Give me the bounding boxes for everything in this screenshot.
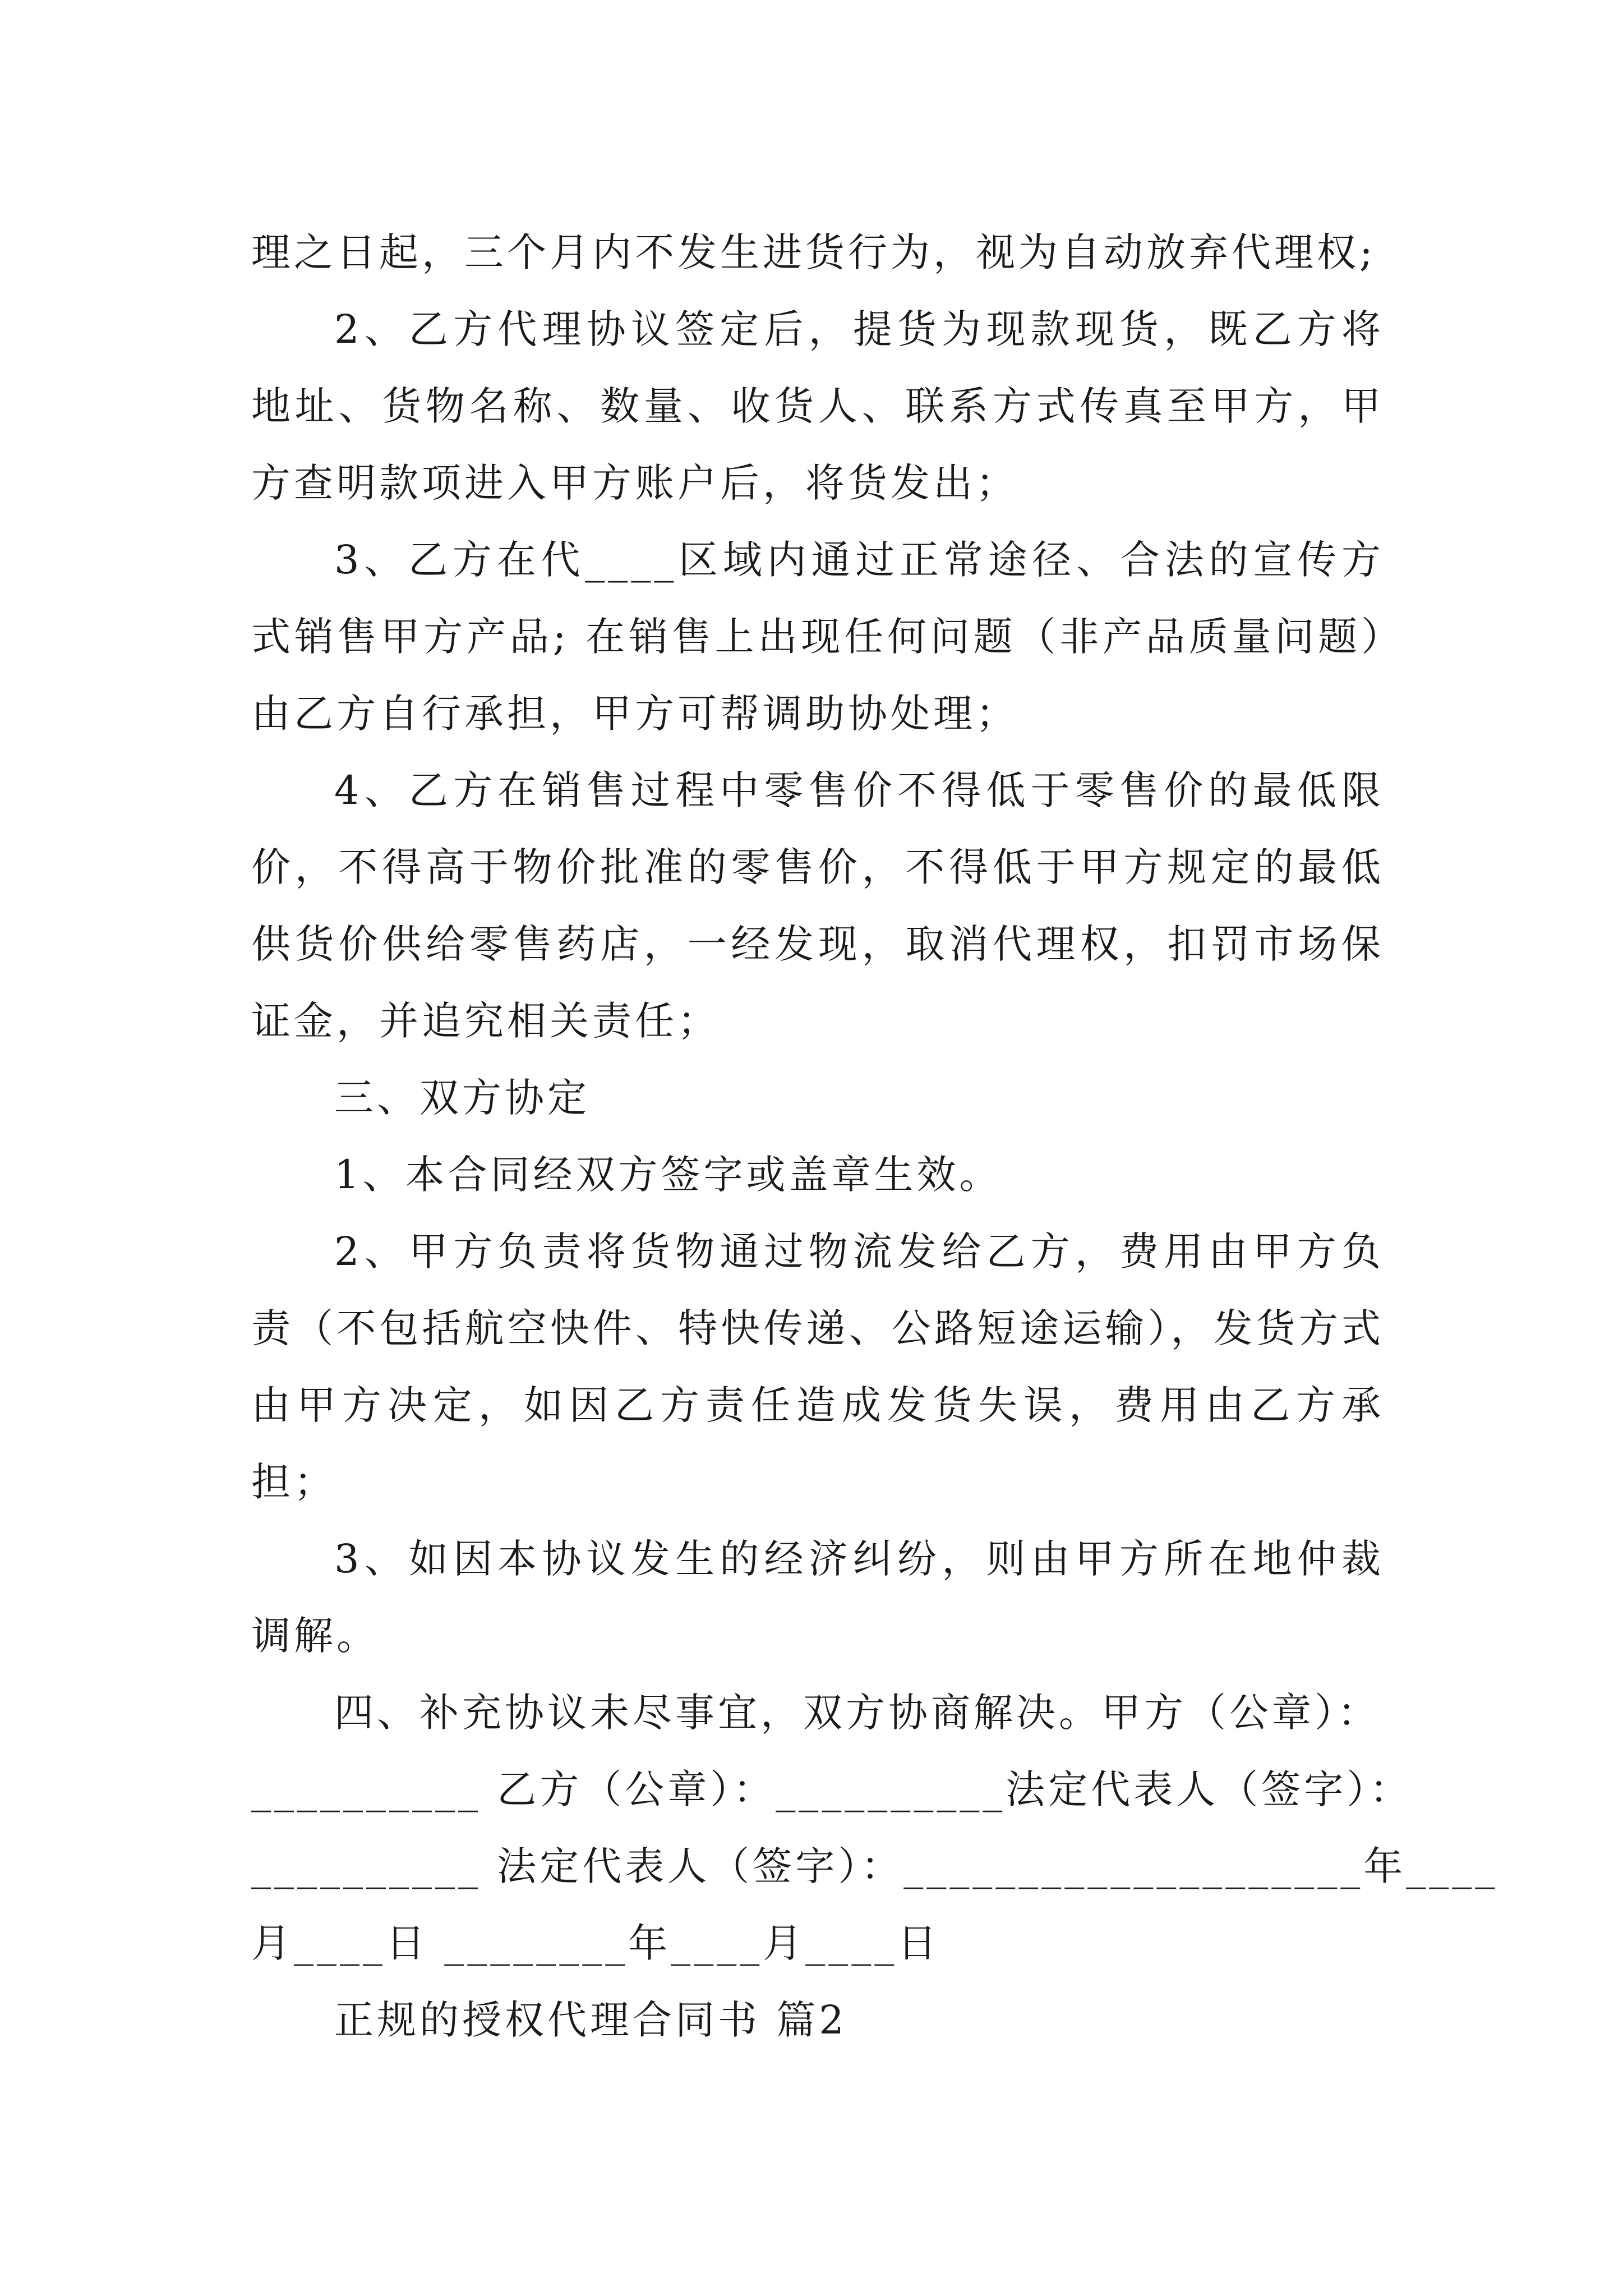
section-heading-three: 三、双方协定 [334, 1075, 590, 1121]
paragraph-1: 理之日起，三个月内不发生进货行为，视为自动放弃代理权; [251, 229, 1376, 275]
signature-line-1: 四、补充协议未尽事宜，双方协商解决。甲方（公章）： [334, 1690, 1380, 1736]
paragraph-4: 4、乙方在销售过程中零售价不得低于零售价的最低限价，不得高于物价批准的零售价，不得低于甲方规定的最低供货价供给零售药店，一经发现，取消代理权，扣罚市场保证金，并追究相关责任； [251, 767, 1384, 1044]
paragraph-5: 1、本合同经双方签字或盖章生效。 [334, 1152, 1002, 1198]
signature-line-4: 月____日 ________年____月____日 [251, 1920, 940, 1966]
paragraph-3: 3、乙方在代____区域内通过正常途径、合法的宣传方式销售甲方产品; 在销售上出现任何问题（非产品质量问题）由乙方自行承担，甲方可帮调助协处理； [251, 537, 1384, 737]
signature-line-3: __________ 法定代表人（签字）：____________________年____ [251, 1843, 1498, 1889]
document-body [251, 214, 1498, 2059]
next-section-title: 正规的授权代理合同书 篇2 [334, 1997, 847, 2043]
paragraph-2: 2、乙方代理协议签定后，提货为现款现货，既乙方将地址、货物名称、数量、收货人、联系方式传真至甲方，甲方查明款项进入甲方账户后，将货发出； [251, 306, 1384, 506]
signature-line-2: __________ 乙方（公章）：__________法定代表人（签字）： [251, 1766, 1413, 1812]
signature-block [251, 1674, 1498, 1982]
paragraph-7: 3、如因本协议发生的经济纠纷，则由甲方所在地仲裁调解。 [251, 1536, 1384, 1659]
paragraph-6: 2、甲方负责将货物通过物流发给乙方，费用由甲方负责（不包括航空快件、特快传递、公路短途运输），发货方式由甲方决定，如因乙方责任造成发货失误，费用由乙方承担； [251, 1228, 1384, 1505]
